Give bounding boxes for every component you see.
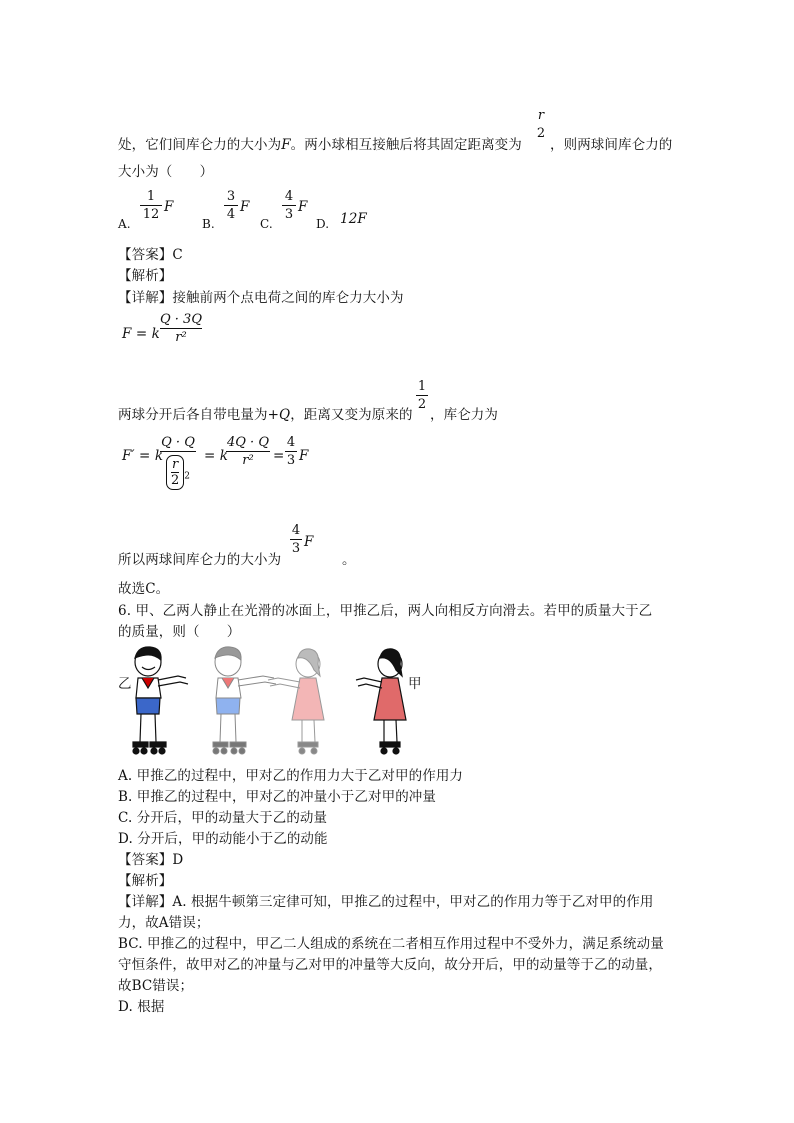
eq2-mid: = k: [204, 448, 229, 464]
q5-line1-text-c: ，则两球间库仑力的: [550, 137, 673, 153]
q6-detail-line2: 力，故A错误；: [118, 915, 210, 931]
sep-text-a: 两球分开后各自带电量为+: [118, 407, 280, 423]
conclusion-F: F: [304, 534, 314, 550]
frac-num: r: [172, 457, 179, 472]
frac-den: 2: [170, 473, 180, 488]
frac-num: 4Q · Q: [227, 435, 269, 450]
q6-option-c: C. 分开后，甲的动量大于乙的动量: [118, 810, 328, 826]
frac-den: 2: [536, 126, 546, 141]
q6-detail-line1: 【详解】A. 根据牛顿第三定律可知，甲推乙的过程中，甲对乙的作用力等于乙对甲的作用: [118, 894, 654, 910]
q5-line1-F: F: [281, 137, 291, 153]
figure-label-yi: 乙: [118, 676, 132, 692]
eq2-F: F: [299, 448, 309, 464]
q5-line1: [118, 133, 522, 153]
frac-den: 2: [417, 397, 427, 412]
frac-den: 3: [284, 207, 294, 222]
frac-den: 3: [291, 541, 301, 556]
frac-den: r²: [175, 330, 187, 345]
eq1-lhs: F = k: [122, 326, 160, 342]
frac-den: 3: [286, 453, 296, 468]
option-c-F: F: [298, 199, 308, 215]
q6-stem-line1: 6. 甲、乙两人静止在光滑的冰面上，甲推乙后，两人向相反方向滑去。若甲的质量大于乙: [118, 603, 653, 619]
frac-num: r: [537, 108, 545, 123]
q6-option-a: A. 甲推乙的过程中，甲对乙的作用力大于乙对甲的作用力: [118, 768, 464, 784]
frac-num: 3: [226, 189, 236, 204]
paren-r-over-2: [166, 455, 184, 490]
frac-num: 1: [146, 189, 156, 204]
q6-option-d: D. 分开后，甲的动能小于乙的动能: [118, 831, 328, 847]
frac-num: 4: [284, 189, 294, 204]
conclusion-period: 。: [342, 552, 356, 568]
sep-text-b: ，距离又变为原来的: [290, 407, 413, 423]
q5-choose: 故选C。: [118, 581, 170, 597]
q5-conclusion: 所以两球间库仑力的大小为: [118, 552, 282, 568]
q5-line1-text-a: 处，它们间库仑力的大小为: [118, 137, 282, 153]
option-c-fraction: [282, 190, 296, 221]
option-d-letter: D.: [316, 217, 330, 231]
q6-stem-line2: 的质量，则（ ）: [118, 624, 241, 640]
option-b-letter: B.: [202, 217, 215, 231]
conclusion-fraction: [290, 524, 302, 555]
eq2-fraction-2: [226, 436, 270, 467]
fraction-one-half: [416, 380, 428, 411]
frac-den: 4: [226, 207, 236, 222]
q6-analysis-heading: 【解析】: [118, 873, 173, 889]
eq2-fraction-3: [285, 436, 297, 467]
eq2-fraction-1: [160, 436, 196, 490]
girl-skater-figure: [356, 649, 406, 754]
option-b-fraction: [224, 190, 238, 221]
option-a-F: F: [164, 199, 174, 215]
figure-label-jia: 甲: [408, 676, 422, 692]
q5-answer: 【答案】C: [118, 247, 183, 263]
frac-num: Q · Q: [161, 435, 195, 450]
frac-num: 1: [417, 379, 427, 394]
option-a-fraction: [140, 190, 162, 221]
girl-skater-ghost: [268, 649, 324, 754]
q6-answer: 【答案】D: [118, 852, 184, 868]
frac-den: 12: [142, 207, 160, 222]
q5-detail: 【详解】接触前两个点电荷之间的库仑力大小为: [118, 290, 404, 306]
q5-analysis-heading: 【解析】: [118, 268, 173, 284]
q6-detail-line4: 守恒条件，故甲对乙的冲量与乙对甲的冲量等大反向，故分开后，甲的动量等于乙的动量，: [118, 957, 662, 973]
option-a-letter: A.: [118, 217, 131, 231]
frac-num: 4: [291, 523, 301, 538]
exponent-2: 2: [184, 471, 190, 482]
boy-skater-ghost: [213, 647, 276, 754]
frac-num: 4: [286, 435, 296, 450]
sep-Q: Q: [279, 407, 291, 423]
option-d-expr: 12F: [340, 211, 367, 227]
q6-detail-line5: 故BC错误；: [118, 978, 194, 994]
q5-line2: 大小为（ ）: [118, 164, 214, 180]
eq2-lhs: F′ = k: [122, 448, 164, 464]
option-b-F: F: [240, 199, 250, 215]
q6-detail-line6: D. 根据: [118, 999, 165, 1015]
q6-option-b: B. 甲推乙的过程中，甲对乙的冲量小于乙对甲的冲量: [118, 789, 437, 805]
frac-den: r²: [242, 453, 254, 468]
skaters-illustration: [128, 642, 408, 760]
option-c-letter: C.: [260, 217, 273, 231]
q5-separation-line: [118, 403, 413, 423]
sep-text-c: ，库仑力为: [430, 407, 498, 423]
eq2-equals: =: [273, 448, 285, 464]
fraction-r-over-2: [534, 109, 548, 140]
frac-num: Q · 3Q: [160, 312, 202, 327]
boy-skater-figure: [133, 647, 188, 754]
q5-line1-text-b: 。两小球相互接触后将其固定距离变为: [290, 137, 522, 153]
q6-detail-line3: BC. 甲推乙的过程中，甲乙二人组成的系统在二者相互作用过程中不受外力，满足系统动量: [118, 936, 664, 952]
eq1-fraction: [160, 313, 202, 344]
